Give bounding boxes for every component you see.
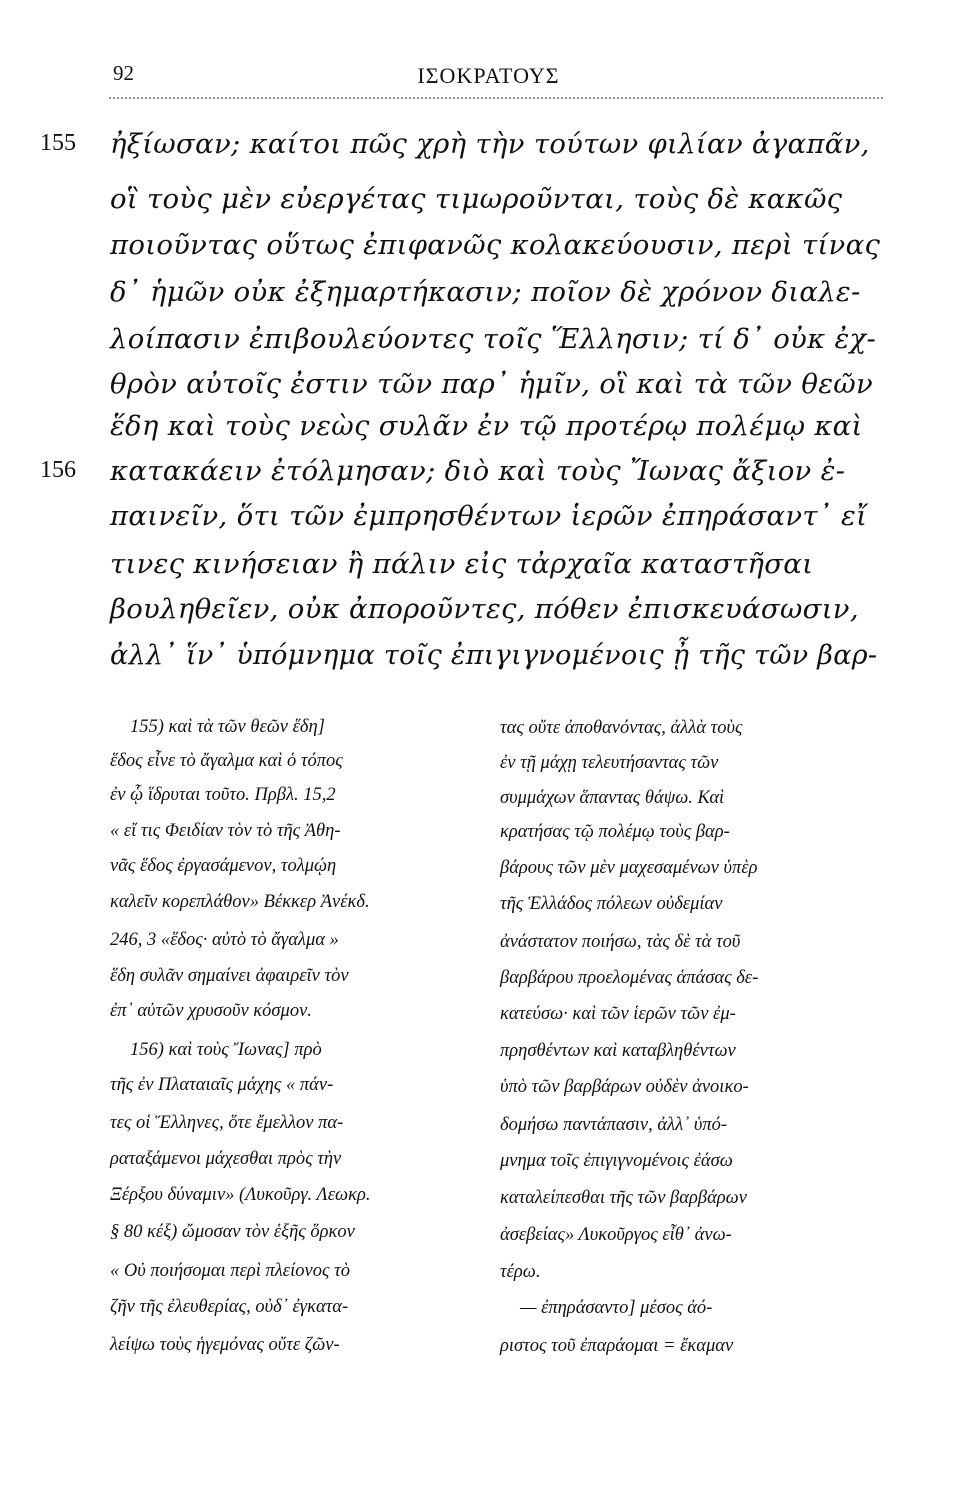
note-line: πρησθέντων καὶ καταβληθέντων <box>500 1041 736 1061</box>
note-line: ἐπ᾽ αὐτῶν χρυσοῦν κόσμον. <box>110 1001 312 1021</box>
note-line: § 80 κέξ) ὤμοσαν τὸν ἑξῆς ὅρκον <box>110 1222 355 1242</box>
section-number-156: 156 <box>40 457 76 483</box>
note-line: ἐν ᾧ ἵδρυται τοῦτο. Πρβλ. 15,2 <box>110 785 336 805</box>
note-line: καταλείπεσθαι τῆς τῶν βαρβάρων <box>500 1188 747 1208</box>
note-line: κρατήσας τῷ πολέμῳ τοὺς βαρ- <box>500 822 730 842</box>
note-line: ἀσεβείας» Λυκοῦργος εἶθ᾽ ἀνω- <box>500 1225 732 1245</box>
note-line: δομήσω παντάπασιν, ἀλλ᾽ ὑπό- <box>500 1115 728 1135</box>
main-line: τινες κινήσειαν ἢ πάλιν εἰς τἀρχαῖα καταστῆσαι <box>110 548 814 580</box>
note-line: ἕδη συλᾶν σημαίνει ἀφαιρεῖν τὸν <box>110 966 349 986</box>
note-line: νᾶς ἕδος ἐργασάμενον, τολμῴη <box>110 856 337 876</box>
main-line: θρὸν αὐτοῖς ἐστιν τῶν παρ᾽ ἡμῖν, οἳ καὶ τὰ τῶν θεῶν <box>110 368 874 400</box>
main-line: ἕδη καὶ τοὺς νεὼς συλᾶν ἐν τῷ προτέρῳ πολέμῳ καὶ <box>110 410 863 442</box>
note-line: μνημα τοῖς ἐπιγιγνομένοις ἐάσω <box>500 1151 733 1171</box>
note-line: 246, 3 «ἕδος· αὐτὸ τὸ ἄγαλμα » <box>110 930 339 950</box>
note-line: κατεύσω· καὶ τῶν ἱερῶν τῶν ἐμ- <box>500 1004 736 1024</box>
note-line: 155) καὶ τὰ τῶν θεῶν ἕδη] <box>130 717 325 737</box>
main-line: παινεῖν, ὅτι τῶν ἐμπρησθέντων ἱερῶν ἐπηράσαντ᾽ εἴ <box>110 500 868 532</box>
note-line: ραταξάμενοι μάχεσθαι πρὸς τὴν <box>110 1149 342 1169</box>
main-line: βουληθεῖεν, οὐκ ἀποροῦντες, πόθεν ἐπισκευάσωσιν, <box>110 593 859 625</box>
main-line: λοίπασιν ἐπιβουλεύοντες τοῖς Ἕλλησιν; τί δ᾽ οὐκ ἐχ- <box>110 323 877 355</box>
main-line: δ᾽ ἡμῶν οὐκ ἐξημαρτήκασιν; ποῖον δὲ χρόνον διαλε- <box>110 276 861 308</box>
note-line: συμμάχων ἅπαντας θάψω. Καὶ <box>500 788 725 808</box>
header-rule <box>108 96 884 100</box>
note-line: ἐν τῇ μάχῃ τελευτήσαντας τῶν <box>500 753 719 773</box>
main-line: οἳ τοὺς μὲν εὐεργέτας τιμωροῦνται, τοὺς δὲ κακῶς <box>110 183 843 215</box>
note-line: λείψω τοὺς ἡγεμόνας οὔτε ζῶν- <box>110 1335 340 1355</box>
note-line: τες οἱ Ἕλληνες, ὅτε ἔμελλον πα- <box>110 1113 344 1133</box>
note-line: βάρους τῶν μὲν μαχεσαμένων ὑπὲρ <box>500 858 758 878</box>
note-line: « Οὐ ποιήσομαι περὶ πλείονος τὸ <box>110 1261 350 1281</box>
note-line: ὑπὸ τῶν βαρβάρων οὐδὲν ἀνοικο- <box>500 1077 749 1097</box>
note-line: τας οὔτε ἀποθανόντας, ἀλλὰ τοὺς <box>500 718 743 738</box>
note-line: ἕδος εἶνε τὸ ἄγαλμα καὶ ὁ τόπος <box>110 751 343 771</box>
main-line: κατακάειν ἐτόλμησαν; διὸ καὶ τοὺς Ἴωνας ἄξιον ἐ- <box>110 455 846 487</box>
note-line: τῆς Ἑλλάδος πόλεων οὐδεμίαν <box>500 894 723 914</box>
note-line: βαρβάρου προελομένας ἁπάσας δε- <box>500 968 759 988</box>
note-line: ριστος τοῦ ἐπαράομαι = ἔκαμαν <box>500 1336 734 1356</box>
note-line: καλεῖν κορεπλάθον» Βέκκερ Ἀνέκδ. <box>110 892 370 912</box>
section-number-155: 155 <box>40 130 76 156</box>
main-line: ἠξίωσαν; καίτοι πῶς χρὴ τὴν τούτων φιλίαν ἀγαπᾶν, <box>110 128 870 160</box>
main-line: ἀλλ᾽ ἵν᾽ ὑπόμνημα τοῖς ἐπιγιγνομένοις ᾖ τῆς τῶν βαρ- <box>110 640 878 671</box>
note-line: Ξέρξου δύναμιν» (Λυκοῦργ. Λεωκρ. <box>110 1185 371 1205</box>
note-line: 156) καὶ τοὺς Ἴωνας] πρὸ <box>130 1040 322 1060</box>
note-line: τῆς ἐν Πλαταιαῖς μάχης « πάν- <box>110 1075 334 1095</box>
note-line: « εἴ τις Φειδίαν τὸν τὸ τῆς Ἀθη- <box>110 821 341 841</box>
note-line: ζῆν τῆς ἐλευθερίας, οὐδ᾽ ἐγκατα- <box>110 1297 349 1317</box>
note-line: — ἐπηράσαντο] μέσος ἀό- <box>520 1298 713 1318</box>
page-number: 92 <box>113 61 134 85</box>
running-head: ΙΣΟΚΡΑΤΟΥΣ <box>417 63 560 88</box>
note-line: τέρω. <box>500 1262 541 1282</box>
note-line: ἀνάστατον ποιήσω, τὰς δὲ τὰ τοῦ <box>500 932 741 952</box>
main-line: ποιοῦντας οὕτως ἐπιφανῶς κολακεύουσιν, περὶ τίνας <box>110 229 881 261</box>
